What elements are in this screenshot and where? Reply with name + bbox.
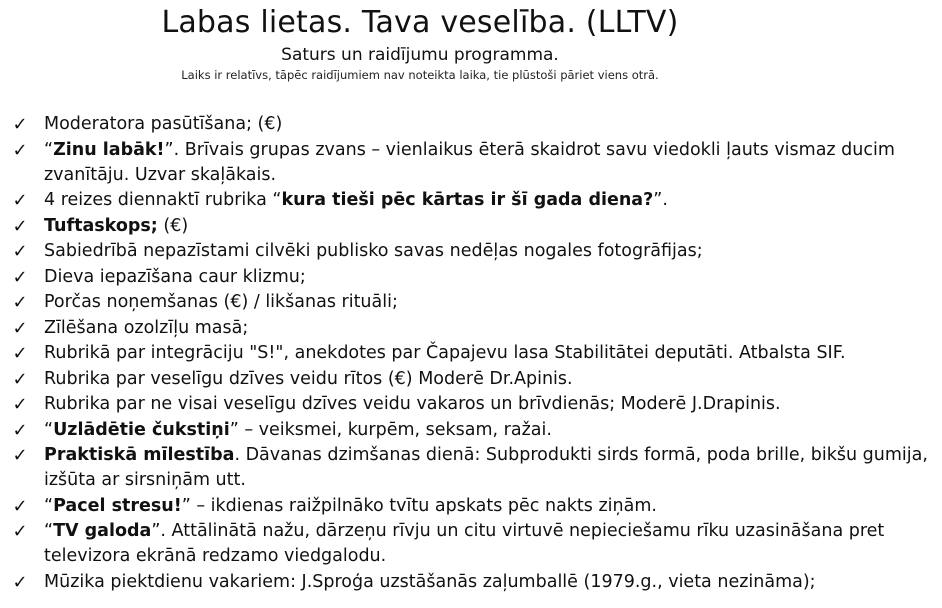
item-bold-text: TV galoda bbox=[53, 521, 152, 541]
item-bold-text: Praktiskā mīlestība bbox=[44, 445, 235, 465]
list-item bbox=[0, 239, 942, 264]
item-text-after: ”. bbox=[653, 190, 668, 210]
list-item bbox=[0, 367, 942, 392]
item-text: “ bbox=[44, 521, 54, 541]
item-text: “ bbox=[44, 419, 54, 440]
program-list bbox=[0, 112, 942, 595]
item-bold-text: kura tieši pēc kārtas ir šī gada diena? bbox=[281, 190, 654, 210]
item-text: Rubrikā par integrāciju "S!", anekdotes par Čapajevu lasa Stabilitātei deputāti. Atbalsta SIF. bbox=[44, 343, 846, 363]
item-text-after: (€) bbox=[157, 215, 189, 236]
check-icon: ✓ bbox=[12, 368, 28, 390]
page-header bbox=[0, 0, 840, 83]
list-item bbox=[0, 214, 942, 239]
item-text: Rubrika par ne visai veselīgu dzīves veidu vakaros un brīvdienās; Moderē J.Drapinis. bbox=[44, 394, 781, 414]
item-text: Dieva iepazīšana caur klizmu; bbox=[44, 266, 306, 287]
item-text: Moderatora pasūtīšana; (€) bbox=[44, 114, 283, 134]
item-bold-text: Zinu labāk! bbox=[53, 139, 165, 160]
item-text: Rubrika par veselīgu dzīves veidu rītos (€) Moderē Dr.Apinis. bbox=[44, 368, 573, 389]
item-text: Mūzika piektdienu vakariem: J.Sproģa uzstāšanās zaļumballē (1979.g., vieta nezināma); bbox=[44, 571, 816, 592]
page-subtitle: Saturs un raidījumu programma. bbox=[281, 45, 559, 65]
item-text: Porčas noņemšanas (€) / likšanas rituāli; bbox=[44, 292, 398, 312]
check-icon: ✓ bbox=[12, 419, 28, 441]
list-item bbox=[0, 570, 942, 595]
list-item bbox=[0, 188, 942, 213]
page-note: Laiks ir relatīvs, tāpēc raidījumiem nav noteikta laika, tie plūstoši pāriet viens otrā. bbox=[181, 68, 659, 82]
list-item bbox=[0, 392, 942, 417]
list-item bbox=[0, 112, 942, 137]
check-icon: ✓ bbox=[12, 139, 28, 161]
list-item bbox=[0, 418, 942, 443]
page-title: Labas lietas. Tava veselība. (LLTV) bbox=[161, 5, 679, 40]
check-icon: ✓ bbox=[12, 266, 28, 288]
item-text: Sabiedrībā nepazīstami cilvēki publisko savas nedēļas nogales fotogrāfijas; bbox=[44, 241, 703, 261]
item-text-after: ” – ikdienas raižpilnāko tvītu apskats pēc nakts ziņām. bbox=[181, 495, 657, 516]
list-item bbox=[0, 341, 942, 366]
item-text: “ bbox=[44, 495, 54, 516]
item-text-after: ”. Brīvais grupas zvans – vienlaikus ēterā skaidrot savu viedokli ļauts vismaz ducim zvanītāju. Uzvar skaļākais. bbox=[44, 139, 895, 185]
item-text-after: ” – veiksmei, kurpēm, seksam, ražai. bbox=[229, 419, 552, 440]
item-text-after: . Dāvanas dzimšanas dienā: Subprodukti sirds formā, poda brille, bikšu gumija, izšūta ar sirsniņām utt. bbox=[44, 445, 928, 490]
check-icon: ✓ bbox=[12, 114, 28, 135]
check-icon: ✓ bbox=[12, 521, 28, 542]
list-item bbox=[0, 138, 942, 188]
item-bold-text: Uzlādētie čukstiņi bbox=[53, 419, 230, 440]
item-text: 4 reizes diennaktī rubrika “ bbox=[44, 190, 282, 210]
item-bold-text: Tuftaskops; bbox=[44, 215, 158, 236]
item-bold-text: Pacel stresu! bbox=[53, 495, 182, 516]
check-icon: ✓ bbox=[12, 215, 28, 237]
check-icon: ✓ bbox=[12, 394, 28, 415]
list-item bbox=[0, 494, 942, 519]
check-icon: ✓ bbox=[12, 292, 28, 313]
item-text-after: ”. Attālinātā nažu, dārzeņu rīvju un citu virtuvē nepieciešamu rīku uzasināšana pret televizora ekrānā redzamo viedgalodu. bbox=[44, 521, 885, 566]
check-icon: ✓ bbox=[12, 317, 28, 339]
list-item bbox=[0, 316, 942, 341]
check-icon: ✓ bbox=[12, 241, 28, 262]
check-icon: ✓ bbox=[12, 571, 28, 593]
list-item bbox=[0, 290, 942, 315]
check-icon: ✓ bbox=[12, 343, 28, 364]
check-icon: ✓ bbox=[12, 445, 28, 466]
item-text: Zīlēšana ozolzīļu masā; bbox=[44, 317, 249, 338]
check-icon: ✓ bbox=[12, 190, 28, 211]
list-item bbox=[0, 265, 942, 290]
list-item bbox=[0, 519, 942, 569]
item-text: “ bbox=[44, 139, 54, 160]
list-item bbox=[0, 443, 942, 493]
check-icon: ✓ bbox=[12, 495, 28, 517]
